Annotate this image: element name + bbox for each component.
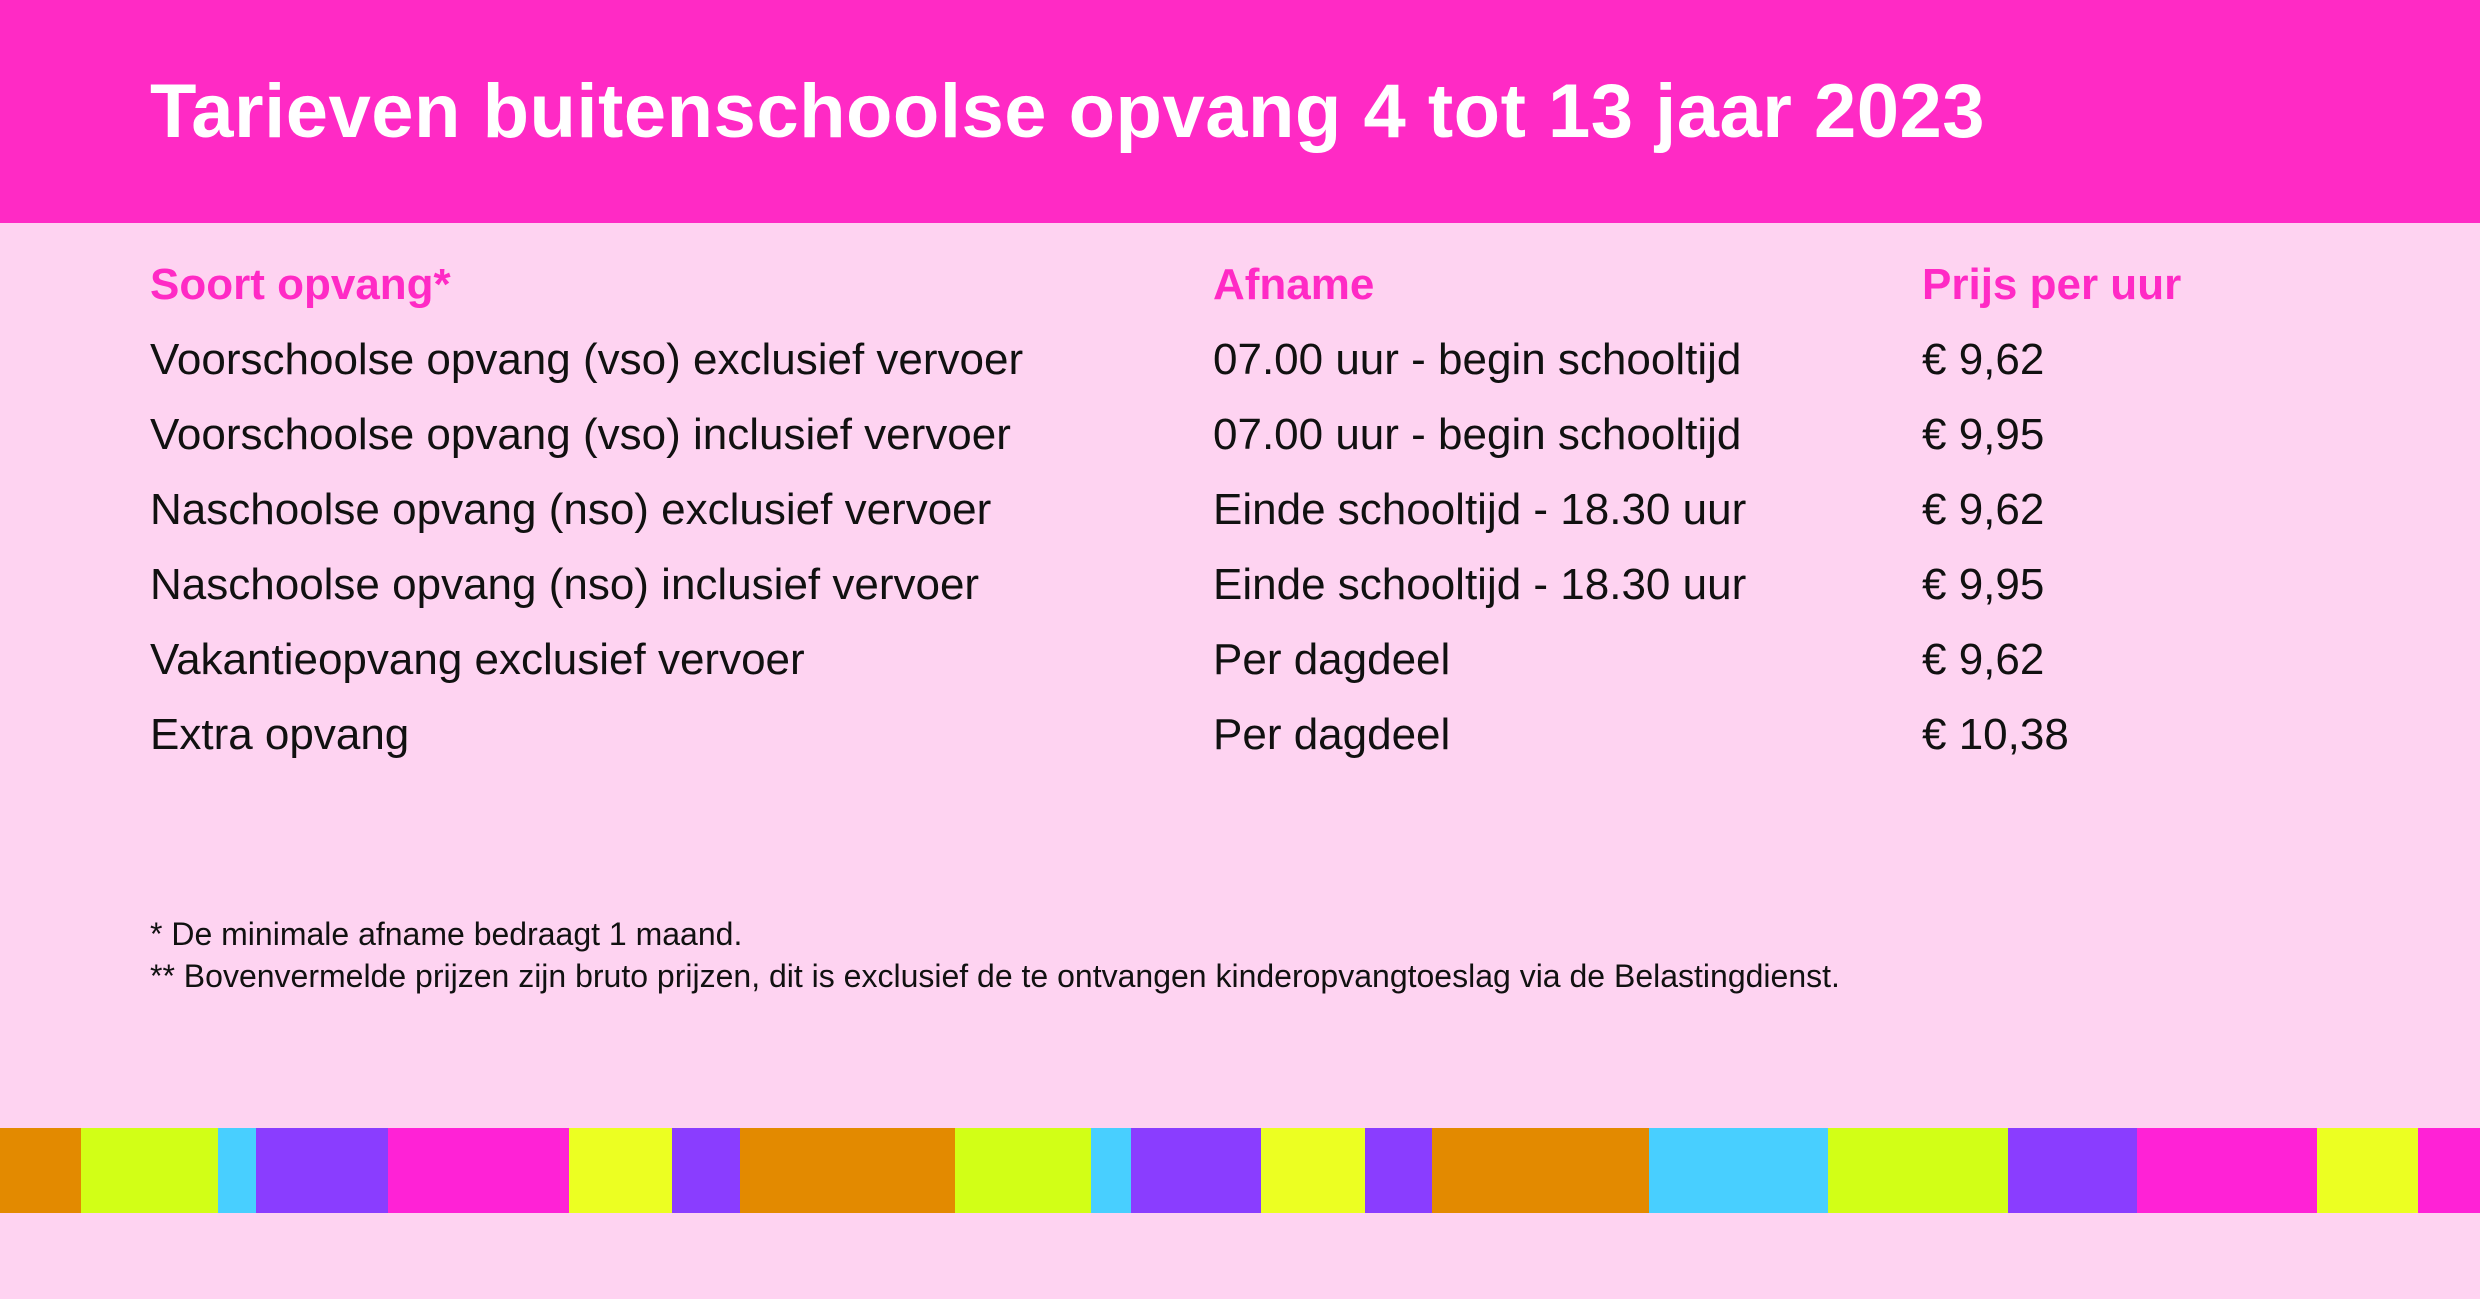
decorative-color-stripe: [0, 1128, 2480, 1213]
row-price: € 9,62: [1922, 335, 2045, 384]
row-afname: Per dagdeel: [1213, 635, 1451, 684]
row-price: € 9,95: [1922, 560, 2045, 609]
row-afname: Einde schooltijd - 18.30 uur: [1213, 485, 1747, 534]
table-row: [150, 710, 2400, 785]
row-opvang-type: Voorschoolse opvang (vso) inclusief vervoer: [150, 410, 1011, 459]
stripe-block: [955, 1128, 1091, 1213]
row-opvang-type: Extra opvang: [150, 710, 410, 759]
stripe-block: [388, 1128, 569, 1213]
stripe-block: [2008, 1128, 2137, 1213]
column-header-soort-opvang: Soort opvang*: [150, 260, 451, 309]
stripe-block: [569, 1128, 672, 1213]
stripe-block: [672, 1128, 740, 1213]
footnote-bruto-prices: ** Bovenvermelde prijzen zijn bruto prijzen, dit is exclusief de te ontvangen kinderopvangtoeslag via de Belastingdienst.: [150, 958, 1840, 994]
row-price: € 9,62: [1922, 635, 2045, 684]
stripe-block: [81, 1128, 218, 1213]
row-afname: 07.00 uur - begin schooltijd: [1213, 410, 1742, 459]
stripe-block: [1649, 1128, 1828, 1213]
page-title: Tarieven buitenschoolse opvang 4 tot 13 jaar 2023: [150, 69, 1986, 154]
column-header-afname: Afname: [1213, 260, 1375, 309]
table-row: [150, 335, 2400, 410]
stripe-block: [1365, 1128, 1432, 1213]
stripe-block: [740, 1128, 955, 1213]
footnote-minimum: * De minimale afname bedraagt 1 maand.: [150, 916, 743, 952]
stripe-block: [0, 1128, 81, 1213]
stripe-block: [2418, 1128, 2480, 1213]
price-table: [150, 260, 2400, 785]
header-banner: [0, 0, 2480, 223]
column-header-prijs: Prijs per uur: [1922, 260, 2182, 309]
table-header-row: [150, 260, 2400, 335]
stripe-block: [1091, 1128, 1131, 1213]
table-row: [150, 410, 2400, 485]
stripe-block: [1828, 1128, 2008, 1213]
row-opvang-type: Naschoolse opvang (nso) exclusief vervoer: [150, 485, 992, 534]
row-afname: 07.00 uur - begin schooltijd: [1213, 335, 1742, 384]
stripe-block: [1432, 1128, 1649, 1213]
table-row: [150, 635, 2400, 710]
stripe-block: [2317, 1128, 2418, 1213]
table-row: [150, 560, 2400, 635]
row-afname: Per dagdeel: [1213, 710, 1451, 759]
row-price: € 9,62: [1922, 485, 2045, 534]
stripe-block: [256, 1128, 388, 1213]
row-price: € 10,38: [1922, 710, 2069, 759]
stripe-block: [2137, 1128, 2317, 1213]
row-afname: Einde schooltijd - 18.30 uur: [1213, 560, 1747, 609]
stripe-block: [1261, 1128, 1365, 1213]
footnotes: [150, 913, 1840, 997]
row-opvang-type: Voorschoolse opvang (vso) exclusief vervoer: [150, 335, 1024, 384]
stripe-block: [218, 1128, 256, 1213]
table-row: [150, 485, 2400, 560]
row-opvang-type: Vakantieopvang exclusief vervoer: [150, 635, 805, 684]
row-opvang-type: Naschoolse opvang (nso) inclusief vervoer: [150, 560, 980, 609]
row-price: € 9,95: [1922, 410, 2045, 459]
stripe-block: [1131, 1128, 1261, 1213]
